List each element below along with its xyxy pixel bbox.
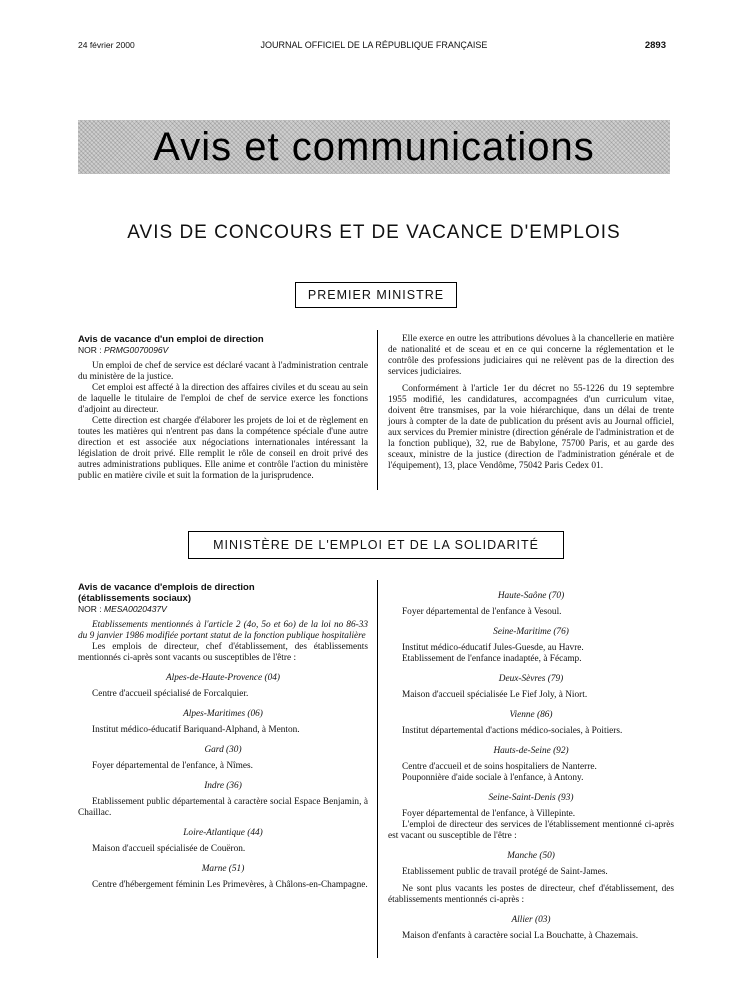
establishment-entry: Foyer départemental de l'enfance, à Villepinte.: [402, 809, 576, 819]
establishment-entry: Pouponnière d'aide sociale à l'enfance, à Antony.: [402, 773, 584, 783]
region-heading: Manche (50): [507, 851, 555, 861]
left-regions-list: [78, 673, 368, 891]
region-heading: Gard (30): [204, 745, 242, 755]
mid-paragraph: L'emploi de directeur des services de l'établissement mentionné ci-après est vacant ou susceptible de l'être :: [388, 820, 674, 841]
ministry1-right-column: [388, 334, 674, 472]
paragraph: Cette direction est chargée d'élaborer les projets de loi et de règlement en toutes les matières qui n'entrent pas dans la compétence spéciale d'une autre direction et est associée aux négociations internationales intéressant la législation de droit privé. Elle remplit le rôle de conseil en droit privé des autres administrations publiques. Elle anime et contrôle l'action du ministère public en matière civile et suit la formation de la jurisprudence.: [78, 416, 368, 481]
region-heading: Hauts-de-Seine (92): [493, 746, 569, 756]
establishment-entry: Foyer départemental de l'enfance à Vesoul.: [402, 607, 562, 617]
establishment-entry: Institut médico-éducatif Bariquand-Alphand, à Menton.: [92, 725, 300, 735]
notice-title: Avis de vacance d'emplois de direction: [78, 582, 255, 593]
section-title: AVIS DE CONCOURS ET DE VACANCE D'EMPLOIS: [127, 222, 621, 243]
establishment-entry: Institut médico-éducatif Jules-Guesde, au Havre.: [402, 643, 584, 653]
closing-paragraph: Ne sont plus vacants les postes de directeur, chef d'établissement, des établissements mentionnés ci-après :: [388, 884, 674, 905]
ministry1-left-column: [78, 334, 368, 482]
establishment-entry: Maison d'enfants à caractère social La Bouchatte, à Chazemais.: [402, 931, 639, 941]
establishment-entry: Etablissement de l'enfance inadaptée, à Fécamp.: [402, 654, 582, 664]
region-heading: Alpes-de-Haute-Provence (04): [165, 673, 280, 683]
establishment-entry: Maison d'accueil spécialisée de Couëron.: [92, 844, 246, 854]
nor-reference: NOR : MESA0020437V: [78, 604, 167, 614]
ministry2-right-column: [388, 582, 674, 942]
region-heading: Vienne (86): [509, 710, 553, 720]
ministry-emploi-solidarite-box: MINISTÈRE DE L'EMPLOI ET DE LA SOLIDARITÉ: [188, 531, 564, 559]
notice-subtitle: (établissements sociaux): [78, 593, 191, 604]
intro-paragraph: Les emplois de directeur, chef d'établissement, des établissements mentionnés ci-après sont vacants ou susceptibles de l'être :: [78, 642, 368, 663]
notice-title: Avis de vacance d'un emploi de direction: [78, 334, 264, 345]
region-heading: Alpes-Maritimes (06): [183, 709, 263, 719]
establishment-entry: Centre d'accueil spécialisé de Forcalquier.: [92, 689, 249, 699]
column-divider: [377, 580, 378, 958]
preamble: Etablissements mentionnés à l'article 2 (4o, 5o et 6o) de la loi no 86-33 du 9 janvier 1986 modifiée portant statut de la fonction publique hospitalière: [78, 620, 368, 641]
region-heading: Deux-Sèvres (79): [498, 674, 564, 684]
header-date: 24 février 2000: [78, 40, 135, 50]
region-heading: Seine-Saint-Denis (93): [488, 793, 574, 803]
region-heading: Loire-Atlantique (44): [183, 828, 263, 838]
establishment-entry: Centre d'accueil et de soins hospitaliers de Nanterre.: [402, 762, 597, 772]
establishment-entry: Institut départemental d'actions médico-sociales, à Poitiers.: [402, 726, 623, 736]
paragraph: Cet emploi est affecté à la direction des affaires civiles et du sceau au sein de laquelle le titulaire de l'emploi de chef de service exerce les fonctions d'adjoint au directeur.: [78, 383, 368, 415]
establishment-entry: Etablissement public de travail protégé de Saint-James.: [402, 867, 608, 877]
region-heading: Seine-Maritime (76): [493, 627, 569, 637]
paragraph: Conformément à l'article 1er du décret no 55-1226 du 19 septembre 1955 modifié, les candidatures, accompagnées d'un curriculum vitae, doivent être transmises, par la voie hiérarchique, dans un délai de trente jours à compter de la date de publication du présent avis au Journal officiel, aux services du Premier ministre (direction générale de l'administration et de la fonction publique), 32, rue de Babylone, 75700 Paris, et au garde des sceaux, ministre de la justice (direction de l'administration générale et de l'équipement), 13, place Vendôme, 75042 Paris Cedex 01.: [388, 384, 674, 471]
paragraph: Elle exerce en outre les attributions dévolues à la chancellerie en matière de nationalité et de sceau et en ce qui concerne la réglementation et le contrôle des professions judiciaires qui ne relèvent pas de la direction des services judiciaires.: [388, 334, 674, 377]
ministry2-left-column: [78, 582, 368, 891]
page-number: 2893: [644, 40, 666, 51]
establishment-entry: Centre d'hébergement féminin Les Primevères, à Châlons-en-Champagne.: [92, 880, 368, 890]
establishment-entry: Etablissement public départemental à caractère social Espace Benjamin, à Chaillac.: [78, 797, 368, 818]
ministry-premier-ministre-box: PREMIER MINISTRE: [295, 282, 457, 308]
establishment-entry: Foyer départemental de l'enfance, à Nîmes.: [92, 761, 253, 771]
journal-title: JOURNAL OFFICIEL DE LA RÉPUBLIQUE FRANÇAISE: [260, 40, 488, 50]
right-regions-list: [388, 591, 674, 820]
establishment-entry: Maison d'accueil spécialisée Le Fief Joly, à Niort.: [402, 690, 588, 700]
column-divider: [377, 330, 378, 490]
nor-reference: NOR : PRMG0070096V: [78, 345, 169, 355]
region-heading: Allier (03): [511, 915, 551, 925]
paragraph: Un emploi de chef de service est déclaré vacant à l'administration centrale du ministère de la justice.: [78, 361, 368, 382]
region-heading: Indre (36): [204, 781, 242, 791]
banner-title: Avis et communications: [153, 124, 595, 169]
section-banner: [78, 120, 670, 174]
region-heading: Haute-Saône (70): [497, 591, 565, 601]
region-heading: Marne (51): [201, 864, 245, 874]
